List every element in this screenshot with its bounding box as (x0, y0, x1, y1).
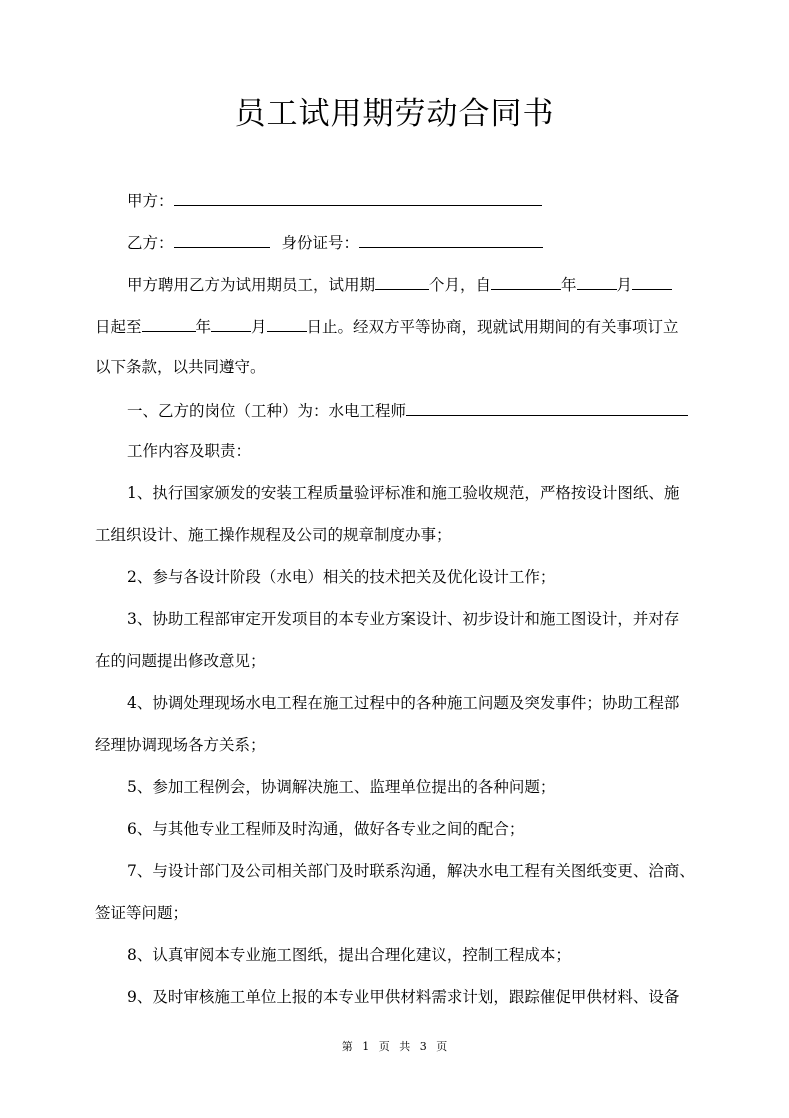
duty-item-1-line-2: 工组织设计、施工操作规程及公司的规章制度办事； (95, 526, 452, 544)
start-month-blank[interactable] (577, 272, 617, 290)
duty-item-7-line-2: 签证等问题； (95, 904, 189, 922)
duties-heading: 工作内容及职责： (127, 442, 252, 460)
duty-item-2: 2、参与各设计阶段（水电）相关的技术把关及优化设计工作； (127, 568, 556, 586)
intro-line-1 (127, 272, 672, 296)
party-b-label: 乙方： (127, 234, 174, 252)
party-a-line (127, 188, 542, 212)
intro-text: 年 (195, 318, 212, 336)
intro-line-3: 以下条款，以共同遵守。 (95, 358, 266, 376)
intro-text: 月 (251, 318, 267, 336)
duty-item-9-line-1: 9、及时审核施工单位上报的本专业甲供材料需求计划，跟踪催促甲供材料、设备 (127, 988, 680, 1006)
start-day-blank[interactable] (632, 272, 672, 290)
duty-item-1-line-1: 1、执行国家颁发的安装工程质量验评标准和施工验收规范，严格按设计图纸、施 (127, 484, 680, 502)
end-year-blank[interactable] (142, 314, 196, 332)
section-1-line (127, 398, 688, 422)
party-a-label: 甲方： (127, 192, 174, 210)
duty-item-4-line-1: 4、协调处理现场水电工程在施工过程中的各种施工问题及突发事件；协助工程部 (127, 694, 680, 712)
intro-text: 个月，自 (429, 276, 492, 294)
duty-item-8: 8、认真审阅本专业施工图纸，提出合理化建议，控制工程成本； (127, 946, 571, 964)
duty-item-6: 6、与其他专业工程师及时沟通，做好各专业之间的配合； (127, 820, 525, 838)
section-1-label: 一、乙方的岗位（工种）为： (127, 402, 329, 420)
position-value: 水电工程师 (328, 402, 407, 420)
intro-text: 年 (561, 276, 577, 294)
intro-text: 日止。经双方平等协商，现就试用期间的有关事项订立 (306, 318, 679, 336)
start-year-blank[interactable] (491, 272, 561, 290)
duty-item-5: 5、参加工程例会，协调解决施工、监理单位提出的各种问题； (127, 778, 556, 796)
party-a-blank[interactable] (174, 188, 542, 206)
duty-item-4-line-2: 经理协调现场各方关系； (95, 736, 266, 754)
end-month-blank[interactable] (211, 314, 251, 332)
party-b-id-blank[interactable] (359, 230, 543, 248)
probation-months-blank[interactable] (375, 272, 429, 290)
intro-text: 月 (616, 276, 633, 294)
end-day-blank[interactable] (267, 314, 307, 332)
position-blank[interactable] (406, 398, 688, 416)
duty-item-7-line-1: 7、与设计部门及公司相关部门及时联系沟通，解决水电工程有关图纸变更、洽商、 (127, 862, 695, 880)
party-b-id-label: 身份证号： (281, 234, 360, 252)
intro-text: 甲方聘用乙方为试用期员工，试用期 (127, 276, 376, 294)
party-b-name-blank[interactable] (174, 230, 270, 248)
duty-item-3-line-1: 3、协助工程部审定开发项目的本专业方案设计、初步设计和施工图设计，并对存 (127, 610, 680, 628)
page-footer: 第 1 页 共 3 页 (341, 1040, 448, 1053)
duty-item-3-line-2: 在的问题提出修改意见； (95, 652, 266, 670)
intro-line-2 (95, 314, 679, 338)
document-title: 员工试用期劳动合同书 (234, 96, 555, 132)
intro-text: 日起至 (95, 318, 142, 336)
party-b-line (127, 230, 543, 254)
